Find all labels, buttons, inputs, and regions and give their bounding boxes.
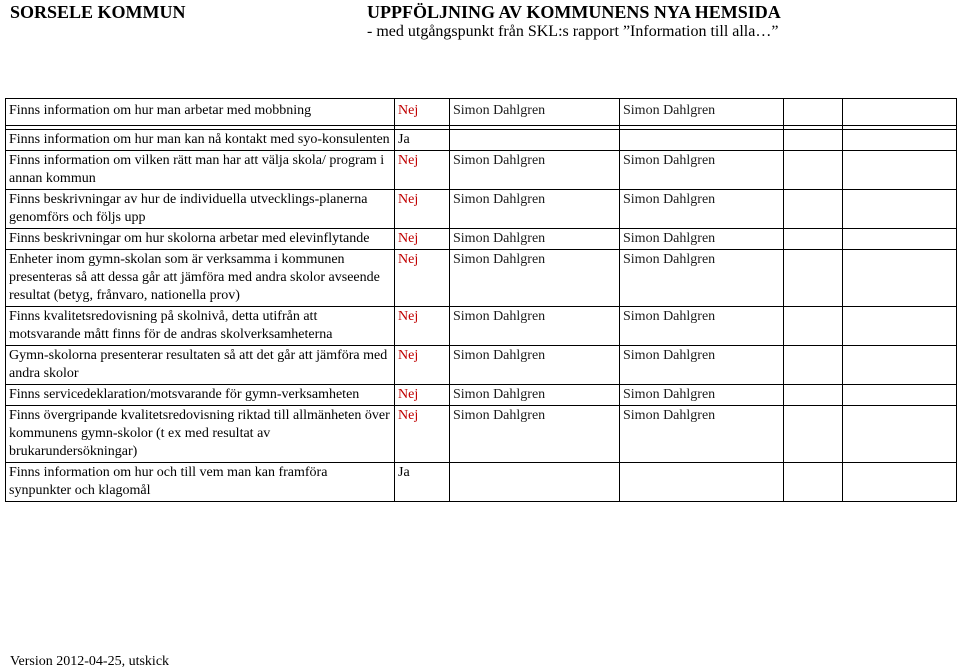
empty-cell — [843, 99, 957, 126]
table-row — [6, 307, 957, 346]
document-title: UPPFÖLJNING AV KOMMUNENS NYA HEMSIDA — [367, 2, 781, 22]
question-cell: Finns kvalitetsredovisning på skolnivå, detta utifrån att motsvarande mått finns för de andras skolverksamheterna — [6, 307, 395, 346]
table-row — [6, 406, 957, 463]
empty-cell — [784, 229, 843, 250]
responsible-cell: Simon Dahlgren — [450, 385, 620, 406]
empty-cell — [843, 307, 957, 346]
question-cell: Finns övergripande kvalitetsredovisning riktad till allmänheten över kommunens gymn-skolor (t ex med resultat av brukarundersökningar) — [6, 406, 395, 463]
answer-cell: Nej — [395, 307, 450, 346]
question-cell: Finns information om hur man kan nå kontakt med syo-konsulenten — [6, 130, 395, 151]
responsible-cell: Simon Dahlgren — [620, 385, 784, 406]
table-row — [6, 190, 957, 229]
responsible-cell: Simon Dahlgren — [450, 406, 620, 463]
table-row — [6, 463, 957, 502]
responsible-cell — [620, 130, 784, 151]
empty-cell — [784, 99, 843, 126]
question-cell: Finns beskrivningar av hur de individuella utvecklings-planerna genomförs och följs upp — [6, 190, 395, 229]
empty-cell — [843, 406, 957, 463]
empty-cell — [784, 385, 843, 406]
table-row — [6, 346, 957, 385]
responsible-cell: Simon Dahlgren — [620, 151, 784, 190]
answer-cell: Nej — [395, 229, 450, 250]
question-cell: Enheter inom gymn-skolan som är verksamma i kommunen presenteras så att dessa går att jämföra med andra skolor avseende resultat (betyg, frånvaro, nationella prov) — [6, 250, 395, 307]
empty-cell — [843, 250, 957, 307]
empty-cell — [843, 229, 957, 250]
empty-cell — [784, 346, 843, 385]
empty-cell — [784, 190, 843, 229]
responsible-cell: Simon Dahlgren — [620, 307, 784, 346]
empty-cell — [784, 307, 843, 346]
question-cell: Finns information om hur man arbetar med mobbning — [6, 99, 395, 126]
answer-cell: Nej — [395, 346, 450, 385]
answer-cell: Ja — [395, 463, 450, 502]
responsible-cell: Simon Dahlgren — [450, 99, 620, 126]
responsible-cell: Simon Dahlgren — [620, 99, 784, 126]
empty-cell — [843, 190, 957, 229]
empty-cell — [843, 130, 957, 151]
organization-name: SORSELE KOMMUN — [10, 2, 186, 22]
responsible-cell: Simon Dahlgren — [450, 307, 620, 346]
table-row — [6, 99, 957, 126]
empty-cell — [784, 406, 843, 463]
question-cell: Finns information om hur och till vem man kan framföra synpunkter och klagomål — [6, 463, 395, 502]
table-row — [6, 130, 957, 151]
follow-up-table — [5, 98, 957, 502]
responsible-cell: Simon Dahlgren — [620, 229, 784, 250]
empty-cell — [843, 151, 957, 190]
empty-cell — [843, 346, 957, 385]
answer-cell: Nej — [395, 385, 450, 406]
responsible-cell: Simon Dahlgren — [450, 346, 620, 385]
empty-cell — [784, 463, 843, 502]
question-cell: Finns beskrivningar om hur skolorna arbetar med elevinflytande — [6, 229, 395, 250]
responsible-cell — [620, 463, 784, 502]
answer-cell: Nej — [395, 406, 450, 463]
empty-cell — [784, 151, 843, 190]
responsible-cell: Simon Dahlgren — [620, 190, 784, 229]
answer-cell: Nej — [395, 190, 450, 229]
table-row — [6, 385, 957, 406]
responsible-cell: Simon Dahlgren — [450, 190, 620, 229]
responsible-cell — [450, 130, 620, 151]
question-cell: Finns servicedeklaration/motsvarande för gymn-verksamheten — [6, 385, 395, 406]
responsible-cell: Simon Dahlgren — [620, 346, 784, 385]
responsible-cell — [450, 463, 620, 502]
empty-cell — [784, 250, 843, 307]
table-row — [6, 151, 957, 190]
responsible-cell: Simon Dahlgren — [620, 406, 784, 463]
empty-cell — [843, 385, 957, 406]
document-subtitle: - med utgångspunkt från SKL:s rapport ”Information till alla…” — [367, 23, 779, 40]
responsible-cell: Simon Dahlgren — [450, 151, 620, 190]
question-cell: Gymn-skolorna presenterar resultaten så att det går att jämföra med andra skolor — [6, 346, 395, 385]
empty-cell — [784, 130, 843, 151]
table-row — [6, 250, 957, 307]
version-footer: Version 2012-04-25, utskick — [10, 654, 170, 669]
responsible-cell: Simon Dahlgren — [450, 250, 620, 307]
answer-cell: Nej — [395, 99, 450, 126]
table-row — [6, 229, 957, 250]
answer-cell: Nej — [395, 151, 450, 190]
answer-cell: Nej — [395, 250, 450, 307]
responsible-cell: Simon Dahlgren — [450, 229, 620, 250]
empty-cell — [843, 463, 957, 502]
question-cell: Finns information om vilken rätt man har att välja skola/ program i annan kommun — [6, 151, 395, 190]
answer-cell: Ja — [395, 130, 450, 151]
responsible-cell: Simon Dahlgren — [620, 250, 784, 307]
